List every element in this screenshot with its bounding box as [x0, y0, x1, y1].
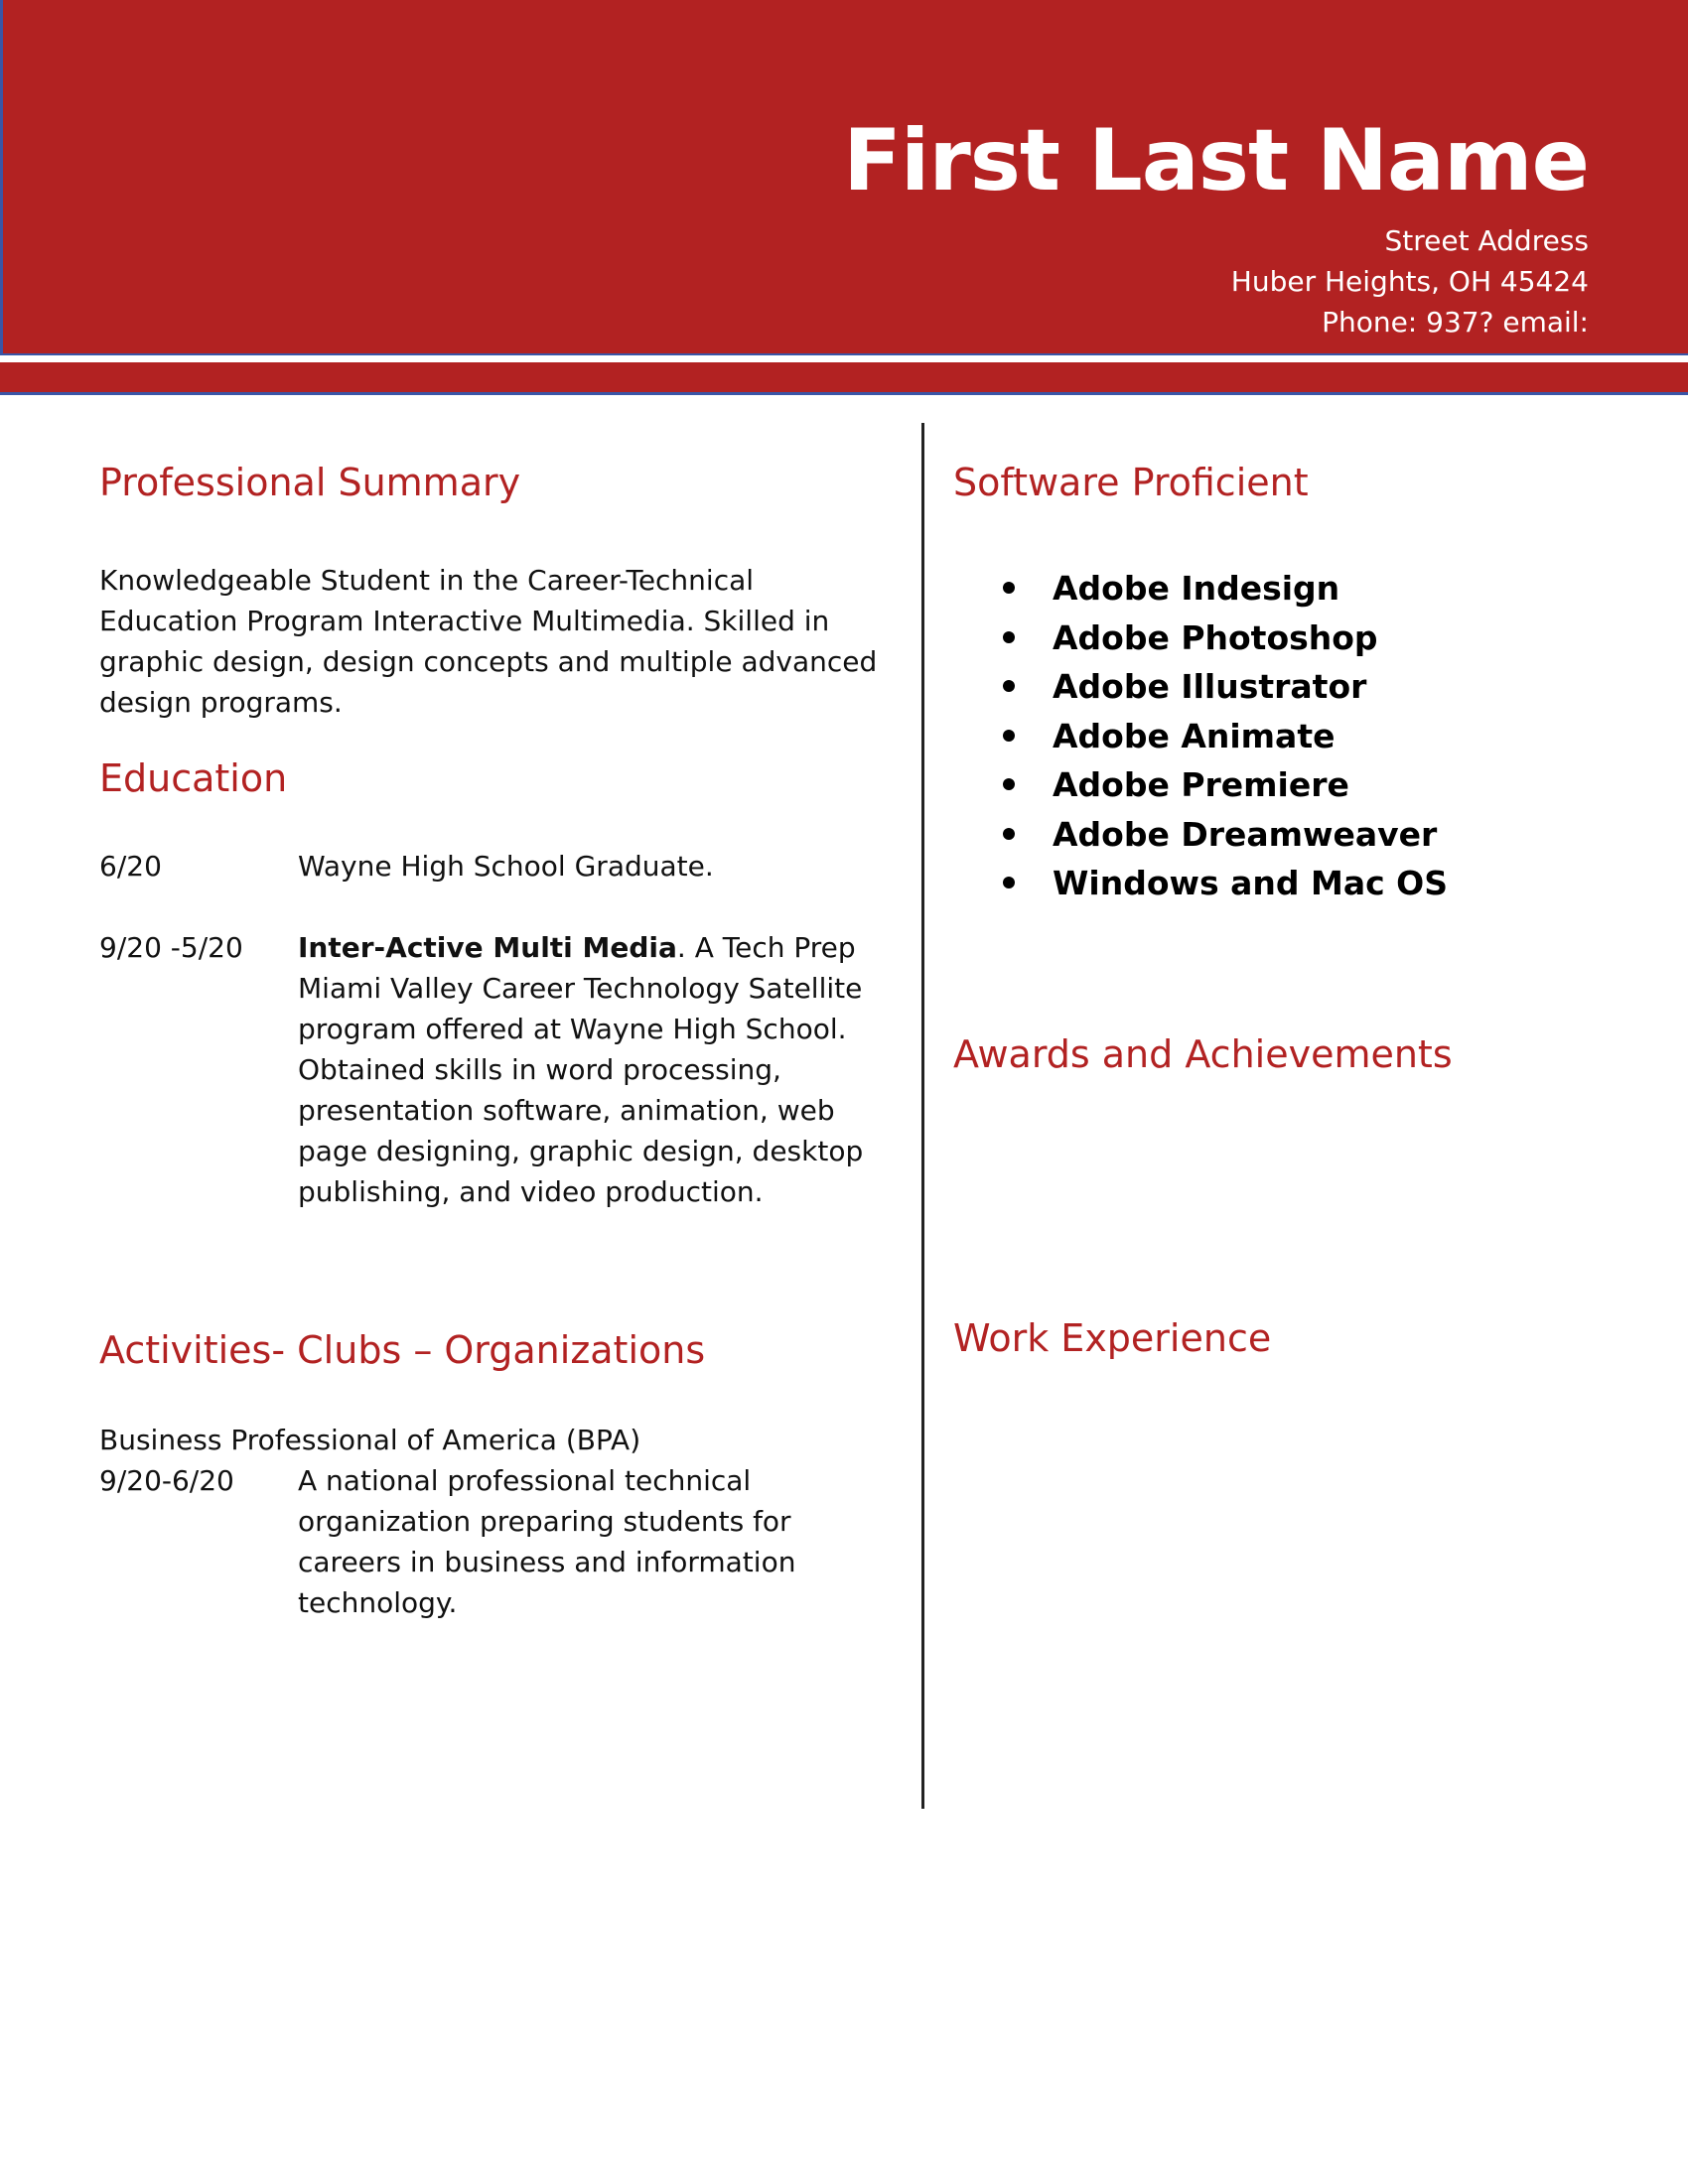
software-item — [1003, 712, 1448, 761]
software-item-label: Windows and Mac OS — [1053, 864, 1448, 902]
education-date: 9/20 -5/20 — [99, 931, 243, 964]
bullet-icon — [1003, 680, 1015, 692]
activity-organization: Business Professional of America (BPA) — [99, 1424, 641, 1456]
software-item — [1003, 662, 1448, 712]
software-list — [1003, 564, 1448, 908]
activity-description: A national professional technical organization preparing students for careers in business and information technology. — [298, 1464, 796, 1619]
bullet-icon — [1003, 631, 1015, 643]
bullet-icon — [1003, 778, 1015, 790]
header-left-edge — [0, 0, 3, 395]
heading-work-experience: Work Experience — [953, 1316, 1272, 1360]
education-date: 6/20 — [99, 850, 162, 883]
education-entry — [99, 927, 894, 1225]
bullet-icon — [1003, 582, 1015, 594]
heading-awards: Awards and Achievements — [953, 1032, 1453, 1076]
header-stripe-red — [0, 362, 1688, 392]
bullet-icon — [1003, 730, 1015, 742]
software-item-label: Adobe Illustrator — [1053, 667, 1367, 706]
heading-software-proficient: Software Proficient — [953, 461, 1309, 504]
professional-summary-text: Knowledgeable Student in the Career-Technical Education Program Interactive Multimedia. Skilled in graphic design, design concepts and multiple advanced design programs. — [99, 564, 878, 719]
software-item-label: Adobe Photoshop — [1053, 617, 1378, 657]
header-stripe-white — [0, 355, 1688, 362]
street-address: Street Address — [1384, 224, 1589, 257]
software-item — [1003, 859, 1448, 908]
resume-name: First Last Name — [843, 111, 1589, 210]
phone-email: Phone: 937? email: — [1322, 306, 1589, 339]
heading-education: Education — [99, 756, 288, 800]
software-item — [1003, 614, 1448, 663]
software-item-label: Adobe Dreamweaver — [1053, 814, 1438, 854]
bullet-icon — [1003, 877, 1015, 888]
software-item-label: Adobe Animate — [1053, 716, 1336, 755]
software-item — [1003, 810, 1448, 860]
header-stripe-bottom — [0, 392, 1688, 395]
education-description: . A Tech Prep Miami Valley Career Technology Satellite program offered at Wayne High School. Obtained skills in word processing, presentation software, animation, web page designing, graphic design, desktop publishing, and video production. — [298, 931, 864, 1208]
software-item — [1003, 760, 1448, 810]
education-description: Wayne High School Graduate. — [298, 850, 714, 883]
education-description-block — [298, 927, 894, 1212]
education-entry — [99, 846, 894, 887]
software-item-label: Adobe Premiere — [1053, 765, 1349, 804]
education-program-title: Inter-Active Multi Media — [298, 931, 677, 964]
activity-date: 9/20-6/20 — [99, 1464, 234, 1497]
city-state-zip: Huber Heights, OH 45424 — [1230, 265, 1589, 298]
column-divider — [921, 423, 924, 1809]
bullet-icon — [1003, 828, 1015, 840]
software-item — [1003, 564, 1448, 614]
software-item-label: Adobe Indesign — [1053, 569, 1340, 608]
heading-professional-summary: Professional Summary — [99, 461, 521, 504]
activity-entry — [99, 1460, 894, 1619]
heading-activities: Activities- Clubs – Organizations — [99, 1328, 706, 1372]
